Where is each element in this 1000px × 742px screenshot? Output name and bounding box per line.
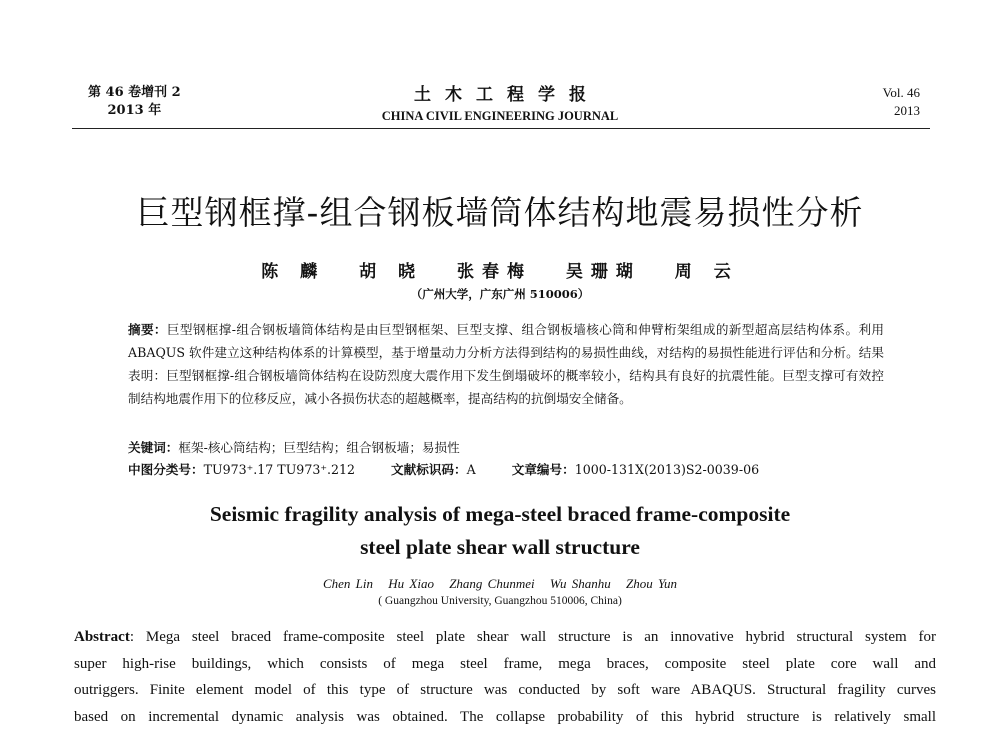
keywords-cn: [128, 438, 884, 458]
journal-name-cn: 土木工程学报: [414, 85, 600, 105]
abstract-en: [74, 624, 936, 730]
year-en: 2013: [894, 103, 920, 118]
keywords-text: 框架-核心筒结构；巨型结构；组合钢板墙；易损性: [178, 440, 460, 455]
header-volume-en: [883, 84, 920, 120]
header-volume-cn: [88, 84, 181, 120]
abstract-en-line: outriggers. Finite element model of this type of structure was conducted by soft ware ABAQUS. Structural fragility curves: [74, 682, 936, 698]
abstract-en-line: based on incremental dynamic analysis was obtained. The collapse probability of this hybrid structure is relatively small: [74, 708, 936, 725]
author-en: Zhang Chunmei: [449, 576, 535, 591]
affiliation-cn: （广州大学，广东广州 510006）: [410, 287, 590, 301]
authors-cn: [0, 257, 1000, 282]
article-no-value: 1000-131X(2013)S2-0039-06: [574, 462, 760, 477]
paper-title-en: [0, 498, 1000, 564]
year-cn: 2013 年: [107, 103, 162, 118]
author-en: Zhou Yun: [626, 576, 678, 591]
author-cn: 张春梅: [456, 262, 532, 282]
abstract-cn: [128, 318, 884, 410]
clc-value: TU973⁺.17 TU973⁺.212: [203, 462, 356, 477]
author-en: Chen Lin: [322, 576, 373, 591]
doc-code-value: A: [466, 462, 476, 477]
header-journal: [300, 80, 700, 124]
authors-en: [0, 576, 1000, 592]
header-rule: [72, 128, 930, 129]
author-cn: 陈 麟: [261, 262, 326, 282]
author-en: Wu Shanhu: [549, 576, 611, 591]
abstract-cn-text: 巨型钢框撑-组合钢板墙筒体结构是由巨型钢框架、巨型支撑、组合钢板墙核心筒和伸臂桁架组成的新型超高层结构体系。利用 ABAQUS 软件建立这种结构体系的计算模型，基于增量动力分析方法得到结构的易损性曲线，对结构的易损性能进行评估和分析。结果表明：巨型钢框撑-组合钢板墙筒体结构在设防烈度大震作用下发生倒塌破坏的概率较小，结构具有良好的抗震性能。巨型支撑可有效控制结构地震作用下的位移反应，减小各损伤状态的超越概率，提高结构的抗倒塌安全储备。: [128, 322, 884, 406]
volume-en: Vol. 46: [882, 85, 920, 100]
volume-cn: 第 46 卷增刊 2: [88, 85, 181, 100]
keywords-label: 关键词：: [128, 440, 179, 455]
author-en: Hu Xiao: [388, 576, 434, 591]
doc-code-label: 文献标识码：: [391, 462, 467, 477]
abstract-en-text: : Mega steel braced frame-composite steel plate shear wall structure is an innovative hybrid structural system for: [129, 629, 936, 645]
article-no-label: 文章编号：: [511, 462, 575, 477]
author-cn: 吴珊瑚: [565, 262, 641, 282]
abstract-en-line: super high-rise buildings, which consists of mega steel frame, mega braces, composite steel plate core wall and: [74, 655, 936, 672]
clc-label: 中图分类号：: [128, 462, 204, 477]
paper-title-en-line1: Seismic fragility analysis of mega-steel braced frame-composite: [209, 502, 791, 526]
abstract-en-line: [74, 624, 936, 651]
affiliation-en: ( Guangzhou University, Guangzhou 510006, China): [378, 595, 622, 607]
abstract-en-label: Abstract: [74, 629, 130, 645]
paper-title-en-line2: steel plate shear wall structure: [360, 535, 640, 559]
author-cn: 周 云: [674, 262, 739, 282]
classification-line: [128, 460, 884, 480]
journal-name-en: CHINA CIVIL ENGINEERING JOURNAL: [381, 109, 619, 123]
paper-title-cn: 巨型钢框撑-组合钢板墙筒体结构地震易损性分析: [136, 193, 864, 232]
abstract-cn-label: 摘要：: [128, 322, 167, 337]
author-cn: 胡 晓: [359, 262, 424, 282]
